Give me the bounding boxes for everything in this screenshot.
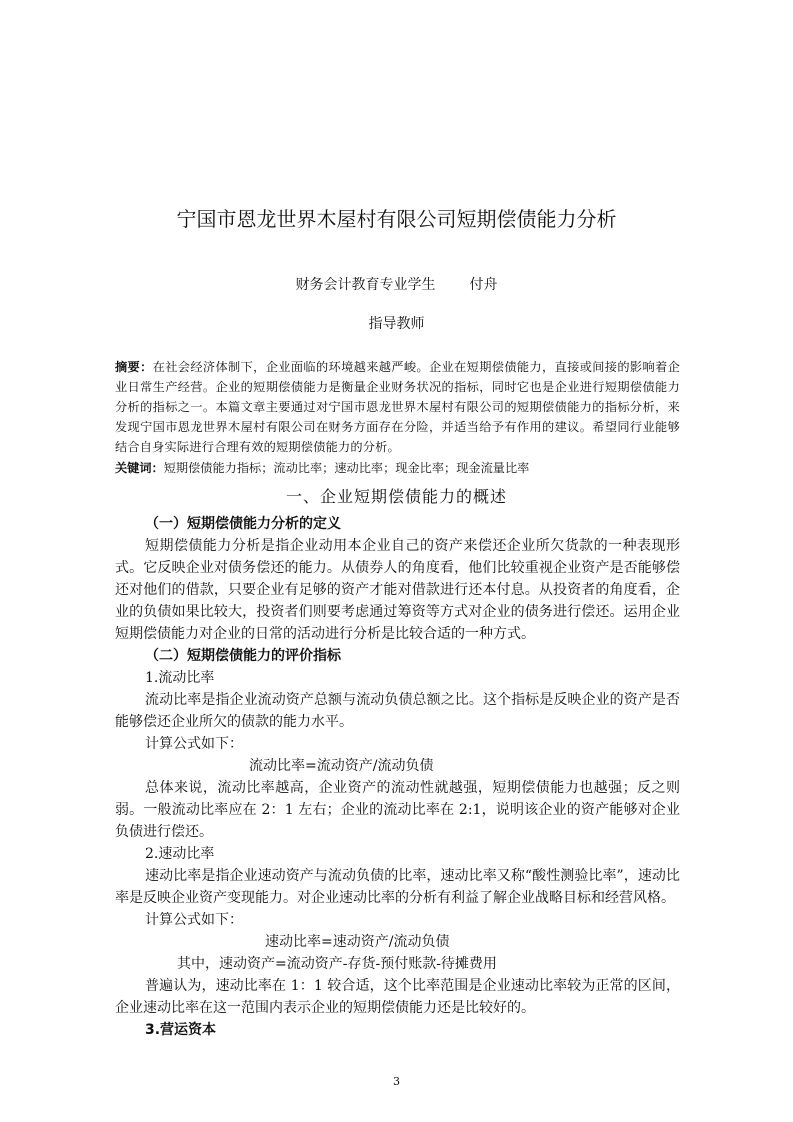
paragraph-definition: 短期偿债能力分析是指企业动用本企业自己的资产来偿还企业所欠货款的一种表现形式。它反映企业对债务偿还的能力。从债券人的角度看，他们比较重视企业资产是否能够偿还对他们的借款，只要企业有足够的资产才能对借款进行还本付息。从投资者的角度看，企业的负债如果比较大，投资者们则要考虑通过筹资等方式对企业的债务进行偿还。运用企业短期偿债能力对企业的日常的活动进行分析是比较合适的一种方式。: [115, 538, 680, 642]
author-name: 付舟: [469, 277, 498, 293]
calc-label: 计算公式如下：: [145, 912, 243, 928]
author-line: [0, 274, 793, 294]
note-quick-assets: 其中，速动资产=流动资产-存货-预付账款-待摊费用: [177, 956, 497, 972]
body-text: [115, 513, 680, 1041]
item-heading-quick-ratio: 2.速动比率: [145, 846, 215, 862]
page-number: 3: [393, 1075, 400, 1088]
formula-quick-ratio: 速动比率=速动资产/流动负债: [265, 934, 450, 950]
author-affiliation: 财务会计教育专业学生: [295, 277, 436, 293]
subheading-evaluation: （二）短期偿债能力的评价指标: [145, 648, 341, 664]
advisor-label: 指导教师: [368, 316, 425, 332]
abstract-text: 在社会经济体制下，企业面临的环境越来越严峻。企业在短期偿债能力，直接或间接的影响着企业日常生产经营。企业的短期偿债能力是衡量企业财务状况的指标，同时它也是企业进行短期偿债能力分析的指标之一。本篇文章主要通过对宁国市恩龙世界木屋村有限公司的短期偿债能力的指标分析，来发现宁国市恩龙世界木屋村有限公司在财务方面存在分险，并适当给予有作用的建议。希望同行业能够结合自身实际进行合理有效的短期偿债能力的分析。: [115, 360, 680, 454]
paper-title: 宁国市恩龙世界木屋村有限公司短期偿债能力分析: [176, 207, 617, 231]
item-heading-current-ratio: 1.流动比率: [145, 670, 215, 686]
calc-label: 计算公式如下：: [145, 736, 243, 752]
paragraph-quick-ratio: 速动比率是指企业速动资产与流动负债的比率，速动比率又称“酸性测验比率”，速动比率是反映企业资产变现能力。对企业速动比率的分析有利益了解企业战略目标和经营风格。: [115, 868, 680, 906]
item-heading-working-capital: 3.营运资本: [145, 1022, 217, 1038]
abstract: [115, 357, 680, 457]
keywords-label: 关键词：: [115, 461, 164, 475]
paragraph-current-ratio-2: 总体来说，流动比率越高，企业资产的流动性就越强，短期偿债能力也越强；反之则弱。一般流动比率应在 2：1 左右；企业的流动比率在 2:1，说明该企业的资产能够对企业负债进行偿还。: [115, 780, 680, 840]
formula-current-ratio: 流动比率=流动资产/流动负债: [249, 758, 434, 774]
section-heading: 一、企业短期偿债能力的概述: [285, 487, 507, 506]
keywords: [115, 458, 680, 478]
subheading-definition: （一）短期偿债能力分析的定义: [145, 516, 341, 532]
paragraph-quick-ratio-2: 普遍认为，速动比率在 1：1 较合适，这个比率范围是企业速动比率较为正常的区间，企业速动比率在这一范围内表示企业的短期偿债能力还是比较好的。: [115, 978, 680, 1016]
abstract-label: 摘要：: [115, 360, 153, 374]
paragraph-current-ratio: 流动比率是指企业流动资产总额与流动负债总额之比。这个指标是反映企业的资产是否能够偿还企业所欠的债款的能力水平。: [115, 692, 680, 730]
keywords-text: 短期偿债能力指标；流动比率；速动比率；现金比率；现金流量比率: [163, 461, 530, 475]
